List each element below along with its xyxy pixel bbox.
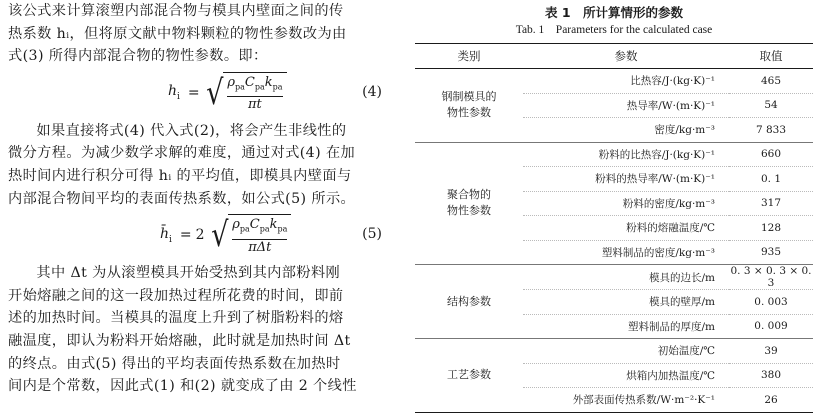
category-label: 物性参数 — [447, 204, 491, 218]
text-line: 式(3) 所得内部混合物的物性参数。即： — [8, 48, 268, 65]
parameter-cell: 粉料的比热容/J·(kg·K)⁻¹ — [523, 142, 729, 167]
category-label: 钢制模具的 — [441, 90, 497, 104]
text-line: 内部混合物间平均的表面传热系数，如公式(5) 所示。 — [8, 190, 356, 207]
sqrt-icon: √ — [210, 214, 229, 255]
text-line: 的终点。由式(5) 得出的平均表面传热系数在加热时 — [8, 355, 341, 372]
value-cell: 0. 003 — [729, 290, 813, 315]
category-label: 聚合物的 — [447, 188, 491, 202]
table-row — [415, 339, 813, 364]
eq5-numerator — [232, 217, 287, 240]
eq4-fraction — [223, 72, 286, 114]
equation-5 — [8, 210, 392, 262]
eq4-k-sub: pa — [272, 82, 283, 92]
parameter-cell: 热导率/W·(m·K)⁻¹ — [523, 93, 729, 118]
eq4-lhs: h — [168, 83, 178, 100]
parameter-cell: 塑料制品的密度/kg·m⁻³ — [523, 240, 729, 265]
parameter-cell: 初始温度/℃ — [523, 339, 729, 364]
eq5-rho-sub: pa — [239, 224, 250, 234]
eq5-c-sub: pa — [259, 224, 270, 234]
parameter-cell: 粉料的热导率/W·(m·K)⁻¹ — [523, 167, 729, 192]
parameter-cell: 烘箱内加热温度/℃ — [523, 363, 729, 388]
eq5-number: (5) — [362, 226, 382, 243]
text-line: 如果直接将式(4) 代入式(2)，将会产生非线性的 — [36, 122, 347, 139]
paragraph-2 — [8, 120, 392, 210]
table-row — [415, 265, 813, 290]
paragraph-3 — [8, 262, 392, 398]
text-line: 融温度，即认为粉料开始熔融，此时就是加热时间 Δt — [8, 332, 351, 349]
eq4-radical — [204, 72, 287, 114]
category-label: 结构参数 — [447, 294, 491, 308]
header-parameter: 参数 — [523, 44, 729, 69]
eq5-equals: = — [179, 226, 192, 243]
text-line: 间内是个常数，因此式(1) 和(2) 就变成了由 2 个线性 — [8, 378, 357, 395]
parameters-table — [415, 43, 813, 413]
eq5-k: k — [269, 217, 278, 233]
eq4-denominator: πt — [248, 97, 262, 113]
value-cell: 7 833 — [729, 118, 813, 143]
parameter-cell: 模具的壁厚/m — [523, 290, 729, 315]
table-header-row — [415, 44, 813, 69]
text-line: 述的加热时间。当模具的温度上升到了树脂粉料的熔 — [8, 310, 344, 327]
eq5-rho: ρ — [232, 217, 240, 233]
text-line: 热系数 hᵢ，但将原文献中物料颗粒的物性参数改为由 — [8, 25, 347, 42]
eq4-number: (4) — [362, 83, 382, 100]
header-category: 类别 — [415, 44, 523, 69]
sqrt-icon: √ — [205, 72, 224, 113]
text-line: 开始熔融之间的这一段加热过程所花费的时间，即前 — [8, 287, 344, 304]
paragraph-1 — [8, 0, 392, 68]
eq5-lhs: h̄ — [160, 225, 170, 242]
category-cell — [415, 339, 523, 413]
category-label: 物性参数 — [447, 106, 491, 120]
value-cell: 0. 3 × 0. 3 × 0. 3 — [730, 265, 812, 289]
value-cell: 660 — [729, 142, 813, 167]
header-value: 取值 — [729, 44, 813, 69]
eq4-rho: ρ — [227, 74, 235, 90]
parameter-cell: 密度/kg·m⁻³ — [523, 118, 729, 143]
eq4-equals: = — [187, 84, 200, 101]
eq4-c-sub: pa — [254, 82, 265, 92]
value-cell: 26 — [729, 388, 813, 413]
parameter-cell: 粉料的密度/kg·m⁻³ — [523, 191, 729, 216]
parameter-cell: 比热容/J·(kg·K)⁻¹ — [523, 69, 729, 94]
equation-4 — [8, 68, 392, 120]
table-row — [415, 142, 813, 167]
parameter-cell: 塑料制品的厚度/m — [523, 314, 729, 339]
category-cell — [415, 69, 523, 143]
value-cell: 54 — [729, 93, 813, 118]
eq5-lhs-sub: i — [169, 234, 172, 245]
right-column — [415, 0, 813, 413]
value-cell: 0. 009 — [729, 314, 813, 339]
value-cell: 128 — [729, 216, 813, 241]
text-line: 其中 Δt 为从滚塑模具开始受热到其内部粉料刚 — [36, 265, 341, 282]
eq5-radical — [209, 214, 292, 256]
text-line: 微分方程。为减少数学求解的难度，通过对式(4) 在加 — [8, 145, 356, 162]
value-cell: 317 — [729, 191, 813, 216]
category-label: 工艺参数 — [447, 368, 491, 382]
value-cell: 39 — [729, 339, 813, 364]
table-caption-cn: 表 1 所计算情形的参数 — [544, 5, 684, 20]
value-cell: 935 — [729, 240, 813, 265]
parameter-cell: 模具的边长/m — [523, 265, 729, 290]
eq4-lhs-sub: i — [177, 91, 180, 102]
eq4-k: k — [264, 74, 273, 90]
eq4-numerator — [227, 75, 282, 98]
table-body — [415, 69, 813, 413]
value-cell: 0. 1 — [729, 167, 813, 192]
eq5-c: C — [249, 217, 260, 233]
eq4-c: C — [244, 74, 255, 90]
parameter-cell: 外部表面传热系数/W·m⁻²·K⁻¹ — [523, 388, 729, 413]
eq4-rho-sub: pa — [234, 82, 245, 92]
text-line: 热时间内进行积分可得 hᵢ 的平均值，即模具内壁面与 — [8, 167, 352, 184]
eq5-fraction — [228, 214, 291, 256]
value-cell: 465 — [729, 69, 813, 94]
text-line: 该公式来计算滚塑内部混合物与模具内壁面之间的传 — [8, 3, 344, 19]
eq5-denominator: πΔt — [248, 239, 272, 255]
table-caption-en: Tab. 1 Parameters for the calculated case — [515, 24, 713, 36]
left-column — [8, 0, 392, 398]
parameter-cell: 粉料的熔融温度/℃ — [523, 216, 729, 241]
eq5-coefficient: 2 — [195, 226, 205, 243]
category-cell — [415, 265, 523, 339]
value-cell: 380 — [729, 363, 813, 388]
table-row — [415, 69, 813, 94]
eq5-k-sub: pa — [277, 224, 288, 234]
category-cell — [415, 142, 523, 265]
